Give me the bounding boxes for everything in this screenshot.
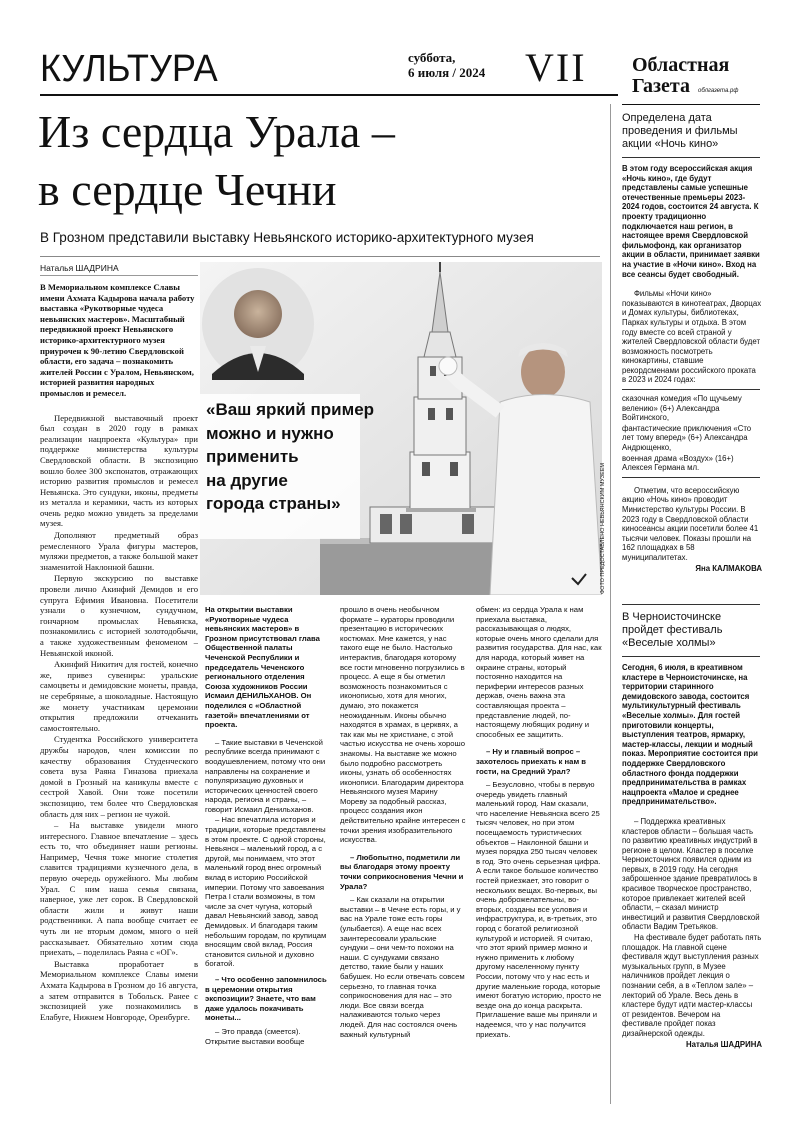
sidebar-signature: Яна КАЛМАКОВА: [695, 563, 762, 573]
paper-name-line-1: Областная: [632, 54, 730, 76]
sidebar-list-rule: [622, 389, 760, 390]
article-paragraph: Студентка Российского университета дружбы народов, член комиссии по качеству образования Студенческого совета вуза Раяна Гиназова приехала домой в Грозный на каникулы вместе с сестрой Хавой. Они тоже посетили экспозицию, тем более что Свердловская область для них – регион не чужой.: [40, 734, 198, 819]
article-paragraph: Акинфий Никитич для гостей, конечно же, привез сувениры: уральские самоцветы и демидовские монеты, правда, не серебряные, а шоколадные. Настоящую же монету участникам церемонии открытия предложили отчеканить самостоятельно.: [40, 659, 198, 733]
website: облгазета.рф: [698, 88, 739, 94]
pull-quote-line: на другие: [206, 470, 288, 490]
sidebar-paragraph: Отметим, что всероссийскую акцию «Ночь кино» проводит Министерство культуры России. В 2023 году в Свердловской области киносеансы акции посетили более 41 тысячи человек. Показы прошли на 162 площадках в 58 муниципалитетах.: [622, 485, 759, 562]
sidebar-separator: [622, 604, 760, 605]
section-title: КУЛЬТУРА: [40, 48, 218, 90]
interview-question: – Любопытно, подметили ли вы благодаря этому проекту точки соприкосновения Чечни и Урала?: [340, 852, 464, 891]
subheadline-rule: [40, 256, 600, 257]
masthead-rule-right: [622, 104, 760, 105]
byline-rule: [40, 275, 198, 276]
interview-question: – Ну и главный вопрос – захотелось приехать к нам в гости, на Средний Урал?: [476, 747, 587, 776]
interview-paragraph: обмен: из сердца Урала к нам приехала выставка, рассказывающая о людях, которые очень много сделали для развития государства. Для нас, как для народа, который живет на окраине страны, который постоянно находится на периферии интересов разных держав, очень важна эта составляющая проекта – представление людей, по-настоящему любящих родину и способных ее защитить.: [476, 605, 602, 739]
sidebar-title-rule: [622, 157, 760, 158]
pull-quote-line: можно и нужно: [206, 423, 334, 443]
interview-paragraph: прошло в очень необычном формате – кураторы проводили презентацию в исторических костюмах. Мне кажется, у нас такого еще не было. Настолько интерактив, благодаря которому все гости мгновенно погрузились в процесс. А еще я бы отметил возможность познакомиться с иконописью, хотя для многих, думаю, это покажется неожиданным. Иконы обычно находятся в храмах, в церквях, а так как мы не христиане, с этой частью искусства не очень хорошо знакомы. На выставке же можно было подробно рассмотреть иконы, узнать об особенностях иконописи. Благодарим директора Невьянского музея Марину Мореву за подобный рассказ, процесс создания икон действительно крайне интересен с точки зрения изобразительного искусства.: [340, 605, 466, 845]
film-item: фантастические приключения «Сто лет тому вперед» (6+) Александра Андрющенко,: [622, 423, 752, 453]
pull-quote: [206, 398, 386, 516]
sidebar-веселые-холмы: [622, 611, 762, 1111]
sidebar-title-rule: [622, 656, 760, 657]
article-lead: В Мемориальном комплексе Славы имени Ахмата Кадырова начала работу выставка «Рукотворные чудеса невьянских мастеров». Масштабный передвижной проект Невьянского историко-архитектурного музея приурочен к 90-летию Свердловской области, его задача – познакомить жителей России с Уралом, Невьянском, историей развития народных промыслов и ремесел.: [40, 282, 195, 398]
pull-quote-line: «Ваш яркий пример: [206, 400, 375, 419]
interview-question: – Что особенно запомнилось в церемонии открытия экспозиции? Знаете, что вам даже удалось покачивать монеты...: [205, 974, 327, 1023]
article-paragraph: Первую экскурсию по выставке провели лично Акинфий Демидов и его супруга Ефимия Ивановна. Посетители узнали о кузнечном, сундучном, гончарном промыслах Невьянска, познакомились с историей золотодобычи, а также художественным феноменом – Невьянской иконой.: [40, 573, 198, 658]
sidebar-signature: Наталья ШАДРИНА: [686, 1039, 762, 1049]
interview-column-1: [205, 605, 331, 1110]
film-item: военная драма «Воздух» (16+) Алексея Германа мл.: [622, 453, 734, 473]
sidebar-title: В Черноисточинске пройдет фестиваль «Веселые холмы»: [622, 611, 723, 649]
sidebar-paragraph: – Поддержка креативных кластеров области – большая часть по развитию креативных индустрий в регионе в целом. Кластер в поселке Черноисточинск появился одним из первых, в 2019 году. На сегодня заброшенное здание превратилось в красивое творческое пространство, которое привлекает жителей всей области, – сказал министр инвестиций и развития Свердловской области Вадим Третьяков.: [622, 816, 760, 932]
interview-column-2: [340, 605, 466, 1110]
page-number: VII: [525, 45, 587, 90]
article-paragraph: Дополняют предметный образ ремесленного Урала фигуры мастеров, муляжи предметов, а также большой макет знаменитой Наклонной башни.: [40, 530, 198, 572]
article-paragraph: Выставка проработает в Мемориальном комплексе Славы имени Ахмата Кадырова в Грозном до 16 августа, а затем отправится в Тобольск. Ранее с экспозицией уже познакомились в Елабуге, Нижнем Новгороде, Оренбурге.: [40, 958, 198, 1022]
interview-paragraph: – Это правда (смеется). Открытие выставки вообще: [205, 1026, 305, 1046]
sidebar-list-rule: [622, 477, 760, 478]
sidebar-ночь-кино: [622, 112, 762, 602]
pull-quote-line: применить: [206, 447, 299, 466]
date-line-2: 6 июля / 2024: [408, 65, 486, 80]
date-line-1: суббота,: [408, 50, 456, 65]
photo-credit: ФОТО ПРЕДОСТАВЛЕНО НЕВЬЯНСКИМ МУЗЕЕМ: [600, 462, 606, 594]
article-paragraph: Передвижной выставочный проект был создан в 2020 году в рамках реализации нацпроекта «Культура» при поддержке министерства культуры Свердловской области. В экспозицию вошло более 300 экспонатов, отражающих историю развития промыслов и ремесел Невьянска. Это сундуки, иконы, предметы из металла и керамики, часть из которых очень редко можно увидеть за пределами музея.: [40, 412, 198, 529]
column-divider: [610, 104, 611, 1104]
portrait: [202, 268, 314, 380]
author-byline: Наталья ШАДРИНА: [40, 263, 119, 273]
article-body: [40, 413, 198, 1023]
sidebar-lead: В этом году всероссийская акция «Ночь кино», где будут представлены самые успешные отечественные премьеры 2023-2024 годов, состоится 24 августа. К проекту традиционно подключается наш регион, в настоящее время Свердловской фильмофонд, как организатор акции в области, принимает заявки на участие в «Ночи кино». Вход на все сеансы будет свободный.: [622, 164, 760, 279]
interview-paragraph: – Как сказали на открытии выставки – в Чечне есть горы, и у вас на Урале тоже есть горы (улыбается). А еще нас всех заинтересовали уральские сундуки – они чем-то похожи на наши. С сундуками связано детство, такие были у наших бабушек. Но если отвечать совсем серьезно, то главная точка соприкосновения для нас – это люди. Все связи всегда налаживаются только через людей. Для нас состоялся очень важный культурный: [340, 895, 465, 1039]
sidebar-paragraph: На фестивале будет работать пять площадок. На главной сцене фестиваля ждут выступления разных музыкальных групп, в Музее наличников пройдет лекция о познании себя, а в «Теплом зале» – лекторий об Урале. Весь день в кластере будут идти мастер-классы от резидентов. Вечером на фестивале пройдет показ дизайнерской одежды.: [622, 933, 762, 1038]
interview-paragraph: – Безусловно, чтобы в первую очередь увидеть главный маленький город. Нам сказали, что население Невьянска всего 25 тысяч человек, но при этом посещаемость туристических объектов – Наклонной башни и музея порядка 250 тысяч человек в год. Это очень серьезная цифра. А если такое большое количество гостей приезжает, это говорит о нескольких вещах. Во-первых, вы очень доброжелательны, во-вторых, созданы все условия и инфраструктура, и, в-третьих, это город с богатой религиозной культурой и историей. Я считаю, что этот яркий пример можно и нужно применить к любому другому населенному пункту России, потому что у нас есть и другие маленькие города, которые имеют богатую историю, просто не везде она до конца раскрыта. Приглашение ваше мы приняли и надеемся, что у нас получится приехать.: [476, 780, 602, 1039]
sidebar-paragraph: Фильмы «Ночи кино» показываются в кинотеатрах, Дворцах и Домах культуры, библиотеках, Парках культуры и отдыха. В этом году вместе со всей страной у жителей Свердловской области будет возможность посмотреть кинокартины, ставшие рекордсменами российского проката в 2023 и 2024 годах:: [622, 289, 762, 385]
headline-line-1: Из сердца Урала –: [38, 106, 395, 157]
sidebar-title: Определена дата проведения и фильмы акции «Ночь кино»: [622, 112, 738, 150]
sidebar-lead: Сегодня, 6 июля, в креативном кластере в Черноисточинске, на территории старинного демидовского завода, состоится мультикультурный фестиваль «Веселые холмы». Для гостей приготовили концерты, выступления театров, ярмарку, мастер-классы, лекции и модный показ. Мероприятие состоится при поддержке Свердловского областного фонда поддержки предпринимательства в рамках нацпроекта «Малое и среднее предпринимательство».: [622, 663, 758, 807]
headline-line-2: в сердце Чечни: [38, 164, 337, 215]
film-item: сказочная комедия «По щучьему велению» (6+) Александра Войтинского,: [622, 394, 742, 423]
paper-name-line-2: Газета: [632, 75, 690, 97]
interview-paragraph: – Такие выставки в Чеченской республике всегда принимают с воодушевлением, потому что они направлены на сохранение и популяризацию духовных и исторических ценностей своего народа, региона и страны, – говорит Исмаил Денильханов.: [205, 737, 326, 814]
interview-paragraph: – Нас впечатлила история и традиции, которые представлены в этом проекте. С одной стороны, Невьянск – маленький город, а с другой, мы понимаем, что этот маленький город внес огромный вклад в историю Российской империи. Потому что завоевания Петра I стали возможны, в том числе за счет чугуна, который давал Невьянский завод, завод Демидовых. И благодаря таким небольшим городам, по крупицам вносящим свой вклад, Россия становится сильной и духовно богатой.: [205, 815, 327, 969]
article-column: [40, 282, 198, 1107]
interview-column-3: [476, 605, 602, 1110]
sidebar-body: [622, 663, 762, 1049]
masthead-rule: [40, 94, 618, 96]
sidebar-body: [622, 164, 762, 573]
pull-quote-line: города страны»: [206, 494, 341, 513]
interview-intro: На открытии выставки «Рукотворные чудеса невьянских мастеров» в Грозном присутствовал глава Общественной палаты Чеченской Республики и председатель Чеченского регионального отделения Союза художников России Исмаил ДЕНИЛЬХАНОВ. Он поделился с «Областной газетой» впечатлениями от проекта.: [205, 605, 320, 730]
subheadline: В Грозном представили выставку Невьянского историко-архитектурного музея: [40, 230, 534, 245]
article-paragraph: – На выставке увидели много интересного. Главное впечатление – здесь есть то, что объединяет наши регионы. Например, Чечня тоже многие столетия славится традициями кузнечного дела, в первую очередь оружейного. Мы любим Урал. С ним наша семья связана, наверное, уже лет сорок. В Свердловской области жили и живут наши родственники. А папа вообще считает ее чуть ли не вторым домом, много о ней рассказывает. Обязательно хотим сюда приехать, – поделилась Раяна с «ОГ».: [40, 820, 198, 958]
